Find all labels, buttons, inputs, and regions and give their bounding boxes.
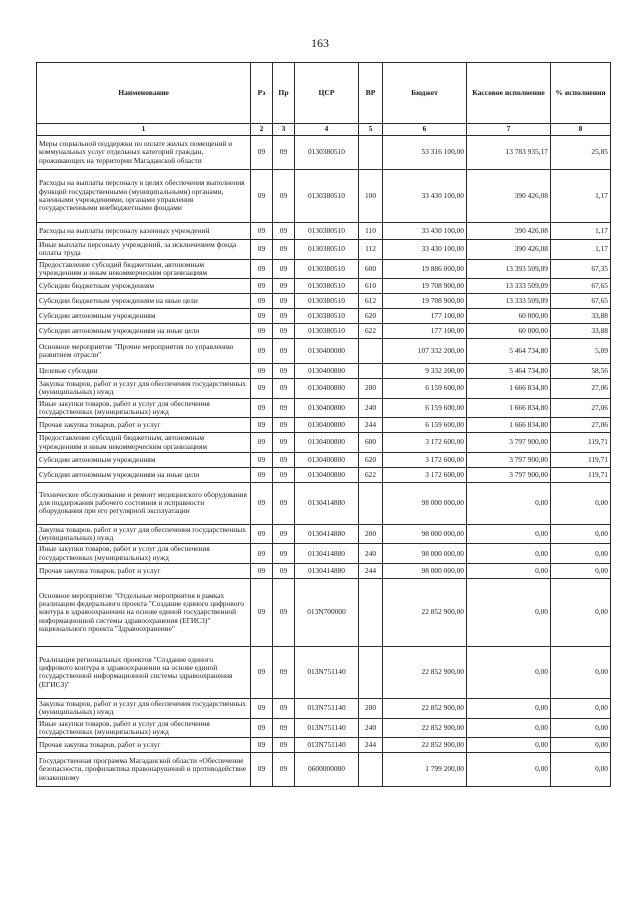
row-rz: 09 [251,646,273,698]
row-rz: 09 [251,482,273,524]
row-budget: 98 000 000,00 [383,524,467,544]
row-rz: 09 [251,418,273,433]
row-execution: 0,00 [467,753,551,787]
table-row [37,309,611,324]
row-csr: 0130380510 [295,223,359,240]
row-vr [359,339,383,364]
row-pr: 09 [273,646,295,698]
table-row [37,646,611,698]
header-rz: Рз [251,63,273,124]
row-name: Субсидии бюджетным учреждениям на иные цели [37,294,251,309]
row-vr: 600 [359,259,383,279]
row-vr [359,646,383,698]
row-execution: 1 666 834,80 [467,398,551,418]
row-budget: 3 172 600,00 [383,467,467,482]
row-budget: 22 852 900,00 [383,738,467,753]
row-csr: 0130380510 [295,294,359,309]
row-csr: 0130414880 [295,524,359,544]
row-execution: 390 426,08 [467,170,551,223]
row-name: Государственная программа Магаданской области «Обеспечение безопасности, профилактика правонарушений и противодействие незаконному [37,753,251,787]
row-rz: 09 [251,452,273,467]
row-vr [359,578,383,646]
column-number: 7 [467,124,551,136]
row-percent: 1,17 [551,223,611,240]
row-vr [359,136,383,170]
row-name: Субсидии автономным учреждениям [37,452,251,467]
column-number: 1 [37,124,251,136]
row-rz: 09 [251,309,273,324]
row-vr [359,364,383,379]
row-rz: 09 [251,467,273,482]
row-csr: 0600000000 [295,753,359,787]
row-pr: 09 [273,738,295,753]
row-rz: 09 [251,294,273,309]
row-percent: 25,85 [551,136,611,170]
row-percent: 0,00 [551,738,611,753]
row-csr: 0130400800 [295,364,359,379]
row-percent: 33,88 [551,324,611,339]
row-pr: 09 [273,339,295,364]
row-budget: 22 852 900,00 [383,646,467,698]
row-name: Техническое обслуживание и ремонт медицинского оборудования для поддержания рабочего состояния и исправности оборудования при его регулярной эксплуатации [37,482,251,524]
table-row [37,698,611,718]
row-vr: 240 [359,718,383,738]
row-percent: 27,06 [551,379,611,399]
row-name: Иные закупки товаров, работ и услуг для обеспечения государственных (муниципальных) нужд [37,718,251,738]
row-vr: 620 [359,452,383,467]
row-pr: 09 [273,309,295,324]
row-pr: 09 [273,578,295,646]
header-row [37,63,611,124]
row-percent: 67,65 [551,279,611,294]
row-name: Основное мероприятие "Отдельные мероприятия в рамках реализации федерального проекта "Создание единого цифрового контура в здравоохранении на основе единой государственной информационной системы здравоохранения (ЕГИСЗ)" национального проекта "Здравоохранение" [37,578,251,646]
row-rz: 09 [251,364,273,379]
row-pr: 09 [273,544,295,564]
row-rz: 09 [251,240,273,260]
row-pr: 09 [273,452,295,467]
row-name: Прочая закупка товаров, работ и услуг [37,418,251,433]
row-vr: 200 [359,698,383,718]
row-name: Реализация региональных проектов "Создание единого цифрового контура в здравоохранении на основе единой государственной информационной системы здравоохранения (ЕГИСЗ)" [37,646,251,698]
row-csr: 0130380510 [295,309,359,324]
table-row [37,379,611,399]
table-row [37,418,611,433]
row-csr: 013N751140 [295,738,359,753]
row-percent: 27,06 [551,418,611,433]
row-percent: 27,06 [551,398,611,418]
row-budget: 33 430 100,00 [383,170,467,223]
table-row [37,279,611,294]
row-name: Расходы на выплаты персоналу в целях обеспечения выполнения функций государственными (муниципальными) органами, казенными учреждениями, органами управления государственными внебюджетными фондами [37,170,251,223]
row-rz: 09 [251,433,273,453]
header-csr: ЦСР [295,63,359,124]
header-vr: ВР [359,63,383,124]
row-csr: 0130380510 [295,324,359,339]
column-number: 3 [273,124,295,136]
table-row [37,753,611,787]
row-execution: 0,00 [467,524,551,544]
row-rz: 09 [251,279,273,294]
row-pr: 09 [273,753,295,787]
table-row [37,467,611,482]
row-rz: 09 [251,339,273,364]
row-csr: 0130380510 [295,170,359,223]
row-rz: 09 [251,259,273,279]
row-budget: 98 000 000,00 [383,563,467,578]
row-percent: 0,00 [551,698,611,718]
row-csr: 0130380510 [295,240,359,260]
row-rz: 09 [251,718,273,738]
table-row [37,718,611,738]
table-row [37,223,611,240]
budget-execution-table [36,62,611,787]
header-name: Наименование [37,63,251,124]
row-rz: 09 [251,524,273,544]
row-pr: 09 [273,170,295,223]
row-budget: 1 799 200,00 [383,753,467,787]
row-csr: 0130414880 [295,482,359,524]
table-row [37,563,611,578]
row-execution: 0,00 [467,698,551,718]
row-name: Закупка товаров, работ и услуг для обеспечения государственных (муниципальных) нужд [37,524,251,544]
row-name: Субсидии автономным учреждениям [37,309,251,324]
table-row [37,738,611,753]
row-csr: 0130400800 [295,433,359,453]
row-percent: 0,00 [551,718,611,738]
row-budget: 3 172 600,00 [383,433,467,453]
row-name: Субсидии бюджетным учреждениям [37,279,251,294]
table-row [37,339,611,364]
row-rz: 09 [251,223,273,240]
row-vr: 620 [359,309,383,324]
header-percent: % исполнения [551,63,611,124]
row-csr: 0130380510 [295,259,359,279]
row-budget: 107 332 200,00 [383,339,467,364]
row-execution: 0,00 [467,718,551,738]
row-percent: 0,00 [551,482,611,524]
row-pr: 09 [273,294,295,309]
row-percent: 0,00 [551,646,611,698]
row-budget: 33 430 100,00 [383,223,467,240]
row-budget: 53 316 100,00 [383,136,467,170]
row-execution: 0,00 [467,646,551,698]
column-number: 5 [359,124,383,136]
row-percent: 67,35 [551,259,611,279]
row-csr: 0130400000 [295,339,359,364]
row-vr: 240 [359,398,383,418]
row-vr [359,753,383,787]
table-row [37,578,611,646]
row-pr: 09 [273,524,295,544]
row-pr: 09 [273,482,295,524]
row-budget: 3 172 600,00 [383,452,467,467]
header-pr: Пр [273,63,295,124]
row-name: Субсидии автономным учреждениям на иные цели [37,467,251,482]
row-rz: 09 [251,578,273,646]
row-vr: 110 [359,223,383,240]
table-row [37,170,611,223]
row-pr: 09 [273,364,295,379]
row-execution: 1 666 834,80 [467,379,551,399]
row-pr: 09 [273,418,295,433]
row-csr: 0130400800 [295,398,359,418]
row-budget: 9 332 200,00 [383,364,467,379]
row-execution: 13 333 509,09 [467,279,551,294]
row-pr: 09 [273,259,295,279]
row-pr: 09 [273,324,295,339]
table-row [37,482,611,524]
row-csr: 013N700000 [295,578,359,646]
row-pr: 09 [273,467,295,482]
column-number: 4 [295,124,359,136]
row-rz: 09 [251,563,273,578]
column-number: 2 [251,124,273,136]
row-budget: 19 886 000,00 [383,259,467,279]
row-budget: 6 159 600,00 [383,398,467,418]
row-name: Закупка товаров, работ и услуг для обеспечения государственных (муниципальных) нужд [37,379,251,399]
row-name: Иные закупки товаров, работ и услуг для обеспечения государственных (муниципальных) нужд [37,398,251,418]
row-name: Прочая закупка товаров, работ и услуг [37,738,251,753]
row-csr: 0130400800 [295,418,359,433]
row-rz: 09 [251,136,273,170]
column-number: 6 [383,124,467,136]
row-execution: 390 426,08 [467,223,551,240]
row-percent: 119,71 [551,433,611,453]
row-budget: 177 100,00 [383,324,467,339]
row-csr: 0130400800 [295,467,359,482]
row-name: Расходы на выплаты персоналу казенных учреждений [37,223,251,240]
row-execution: 13 333 509,09 [467,294,551,309]
row-vr [359,482,383,524]
row-percent: 67,65 [551,294,611,309]
row-csr: 013N751140 [295,698,359,718]
row-vr: 244 [359,418,383,433]
row-rz: 09 [251,698,273,718]
table-row [37,240,611,260]
row-vr: 612 [359,294,383,309]
row-rz: 09 [251,398,273,418]
row-execution: 0,00 [467,578,551,646]
row-vr: 112 [359,240,383,260]
row-execution: 5 464 734,80 [467,364,551,379]
row-percent: 0,00 [551,544,611,564]
row-budget: 33 430 100,00 [383,240,467,260]
column-number: 8 [551,124,611,136]
row-vr: 622 [359,467,383,482]
row-execution: 0,00 [467,544,551,564]
header-budget: Бюджет [383,63,467,124]
row-execution: 0,00 [467,563,551,578]
table-row [37,398,611,418]
row-percent: 119,71 [551,452,611,467]
row-pr: 09 [273,698,295,718]
row-csr: 0130380510 [295,136,359,170]
row-csr: 0130414880 [295,544,359,564]
row-budget: 22 852 900,00 [383,698,467,718]
row-execution: 60 000,00 [467,324,551,339]
row-budget: 6 159 600,00 [383,379,467,399]
row-vr: 100 [359,170,383,223]
table-row [37,294,611,309]
row-rz: 09 [251,544,273,564]
row-execution: 60 000,00 [467,309,551,324]
row-execution: 0,00 [467,482,551,524]
row-pr: 09 [273,563,295,578]
row-csr: 0130414880 [295,563,359,578]
row-vr: 600 [359,433,383,453]
page-number: 163 [311,36,329,50]
table-row [37,524,611,544]
row-vr: 610 [359,279,383,294]
row-execution: 3 797 900,00 [467,467,551,482]
row-budget: 22 852 900,00 [383,578,467,646]
column-number-row [37,124,611,136]
row-execution: 0,00 [467,738,551,753]
row-percent: 0,00 [551,563,611,578]
row-name: Прочая закупка товаров, работ и услуг [37,563,251,578]
row-rz: 09 [251,170,273,223]
row-percent: 0,00 [551,524,611,544]
row-name: Иные выплаты персоналу учреждений, за исключением фонда оплаты труда [37,240,251,260]
row-execution: 13 393 509,09 [467,259,551,279]
row-pr: 09 [273,279,295,294]
table-row [37,544,611,564]
row-vr: 200 [359,379,383,399]
row-pr: 09 [273,136,295,170]
row-budget: 19 708 900,00 [383,294,467,309]
row-pr: 09 [273,240,295,260]
row-execution: 1 666 834,80 [467,418,551,433]
row-pr: 09 [273,433,295,453]
row-csr: 013N751140 [295,718,359,738]
row-budget: 98 000 000,00 [383,544,467,564]
row-vr: 244 [359,738,383,753]
header-execution: Кассовое исполнение [467,63,551,124]
row-name: Целевые субсидии [37,364,251,379]
table-row [37,452,611,467]
row-percent: 5,09 [551,339,611,364]
row-vr: 240 [359,544,383,564]
row-budget: 98 000 000,00 [383,482,467,524]
row-vr: 200 [359,524,383,544]
row-rz: 09 [251,379,273,399]
row-name: Предоставление субсидий бюджетным, автономным учреждениям и иным некоммерческим организациям [37,259,251,279]
row-rz: 09 [251,738,273,753]
row-budget: 22 852 900,00 [383,718,467,738]
row-percent: 1,17 [551,170,611,223]
table-row [37,433,611,453]
table-row [37,324,611,339]
row-execution: 3 797 900,00 [467,433,551,453]
row-name: Иные закупки товаров, работ и услуг для обеспечения государственных (муниципальных) нужд [37,544,251,564]
row-percent: 58,56 [551,364,611,379]
row-csr: 013N751140 [295,646,359,698]
row-csr: 0130380510 [295,279,359,294]
row-percent: 119,71 [551,467,611,482]
row-vr: 244 [359,563,383,578]
row-budget: 19 708 900,00 [383,279,467,294]
table-row [37,136,611,170]
row-name: Субсидии автономным учреждениям на иные цели [37,324,251,339]
row-percent: 33,88 [551,309,611,324]
table-row [37,259,611,279]
row-pr: 09 [273,379,295,399]
row-name: Предоставление субсидий бюджетным, автономным учреждениям и иным некоммерческим организациям [37,433,251,453]
row-budget: 6 159 600,00 [383,418,467,433]
row-vr: 622 [359,324,383,339]
row-percent: 0,00 [551,753,611,787]
row-name: Основное мероприятие "Прочие мероприятия по управлению развитием отрасли" [37,339,251,364]
row-name: Закупка товаров, работ и услуг для обеспечения государственных (муниципальных) нужд [37,698,251,718]
row-execution: 390 426,08 [467,240,551,260]
row-pr: 09 [273,398,295,418]
row-execution: 5 464 734,80 [467,339,551,364]
row-csr: 0130400800 [295,379,359,399]
row-pr: 09 [273,223,295,240]
row-rz: 09 [251,324,273,339]
table-row [37,364,611,379]
table-body [37,136,611,787]
row-name: Меры социальной поддержки по оплате жилых помещений и коммунальных услуг отдельных категорий граждан, проживающих на территории Магаданской области [37,136,251,170]
row-execution: 13 783 935,17 [467,136,551,170]
row-pr: 09 [273,718,295,738]
row-budget: 177 100,00 [383,309,467,324]
row-csr: 0130400800 [295,452,359,467]
row-percent: 1,17 [551,240,611,260]
row-percent: 0,00 [551,578,611,646]
row-rz: 09 [251,753,273,787]
row-execution: 3 797 900,00 [467,452,551,467]
